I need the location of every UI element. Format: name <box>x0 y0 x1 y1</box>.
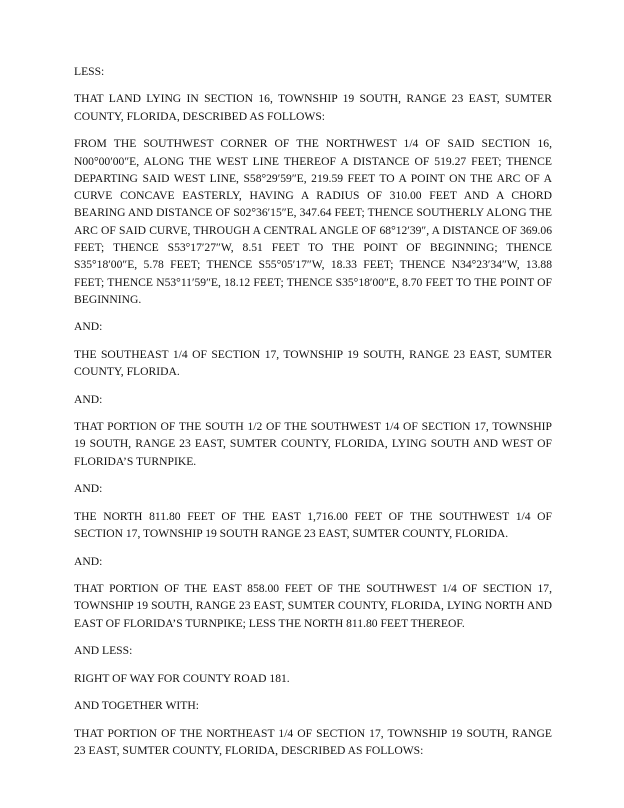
east-858-paragraph: THAT PORTION OF THE EAST 858.00 FEET OF THE SOUTHWEST 1/4 OF SECTION 17, TOWNSHIP 19 SOUTH, RANGE 23 EAST, SUMTER COUNTY, FLORIDA, LYING NORTH AND EAST OF FLORIDA’S TURNPIKE; LESS THE NORTH 811.80 FEET THEREOF. <box>74 582 552 630</box>
section-16-description: THAT LAND LYING IN SECTION 16, TOWNSHIP 19 SOUTH, RANGE 23 EAST, SUMTER COUNTY, FLORIDA, DESCRIBED AS FOLLOWS: <box>74 92 552 123</box>
metes-and-bounds-paragraph: FROM THE SOUTHWEST CORNER OF THE NORTHWEST 1/4 OF SAID SECTION 16, N00°00′00″E, ALONG THE WEST LINE THEREOF A DISTANCE OF 519.27 FEET; THENCE DEPARTING SAID WEST LINE, S58°29′59″E, 219.59 FEET TO A POINT ON THE ARC OF A CURVE CONCAVE EASTERLY, HAVING A RADIUS OF 310.00 FEET AND A CHORD BEARING AND DISTANCE OF S02°36′15″E, 347.64 FEET; THENCE SOUTHERLY ALONG THE ARC OF SAID CURVE, THROUGH A CENTRAL ANGLE OF 68°12′39″, A DISTANCE OF 369.06 FEET; THENCE S53°17′27″W, 8.51 FEET TO THE POINT OF BEGINNING; THENCE S35°18′00″E, 5.78 FEET; THENCE S55°05′17″W, 18.33 FEET; THENCE N34°23′34″W, 13.88 FEET; THENCE N53°11′59″E, 18.12 FEET; THENCE S35°18′00″E, 8.70 FEET TO THE POINT OF BEGINNING. <box>74 137 552 306</box>
heading-and: AND: <box>74 392 103 406</box>
northeast-quarter-paragraph: THAT PORTION OF THE NORTHEAST 1/4 OF SECTION 17, TOWNSHIP 19 SOUTH, RANGE 23 EAST, SUMTER COUNTY, FLORIDA, DESCRIBED AS FOLLOWS: <box>74 726 552 757</box>
heading-less: LESS: <box>74 65 105 78</box>
heading-and: AND: <box>74 482 103 496</box>
north-811-paragraph: THE NORTH 811.80 FEET OF THE EAST 1,716.00 FEET OF THE SOUTHWEST 1/4 OF SECTION 17, TOWNSHIP 19 SOUTH RANGE 23 EAST, SUMTER COUNTY, FLORIDA. <box>74 509 552 541</box>
document-page <box>74 63 552 769</box>
right-of-way-paragraph: RIGHT OF WAY FOR COUNTY ROAD 181. <box>74 671 290 685</box>
south-half-paragraph: THAT PORTION OF THE SOUTH 1/2 OF THE SOUTHWEST 1/4 OF SECTION 17, TOWNSHIP 19 SOUTH, RANGE 23 EAST, SUMTER COUNTY, FLORIDA, LYING SOUTH AND WEST OF FLORIDA’S TURNPIKE. <box>74 420 552 468</box>
southeast-quarter-paragraph: THE SOUTHEAST 1/4 OF SECTION 17, TOWNSHIP 19 SOUTH, RANGE 23 EAST, SUMTER COUNTY, FLORIDA. <box>74 347 552 379</box>
heading-and: AND: <box>74 320 103 334</box>
heading-and: AND: <box>74 554 103 568</box>
heading-and-less: AND LESS: <box>74 644 133 658</box>
heading-and-together-with: AND TOGETHER WITH: <box>74 699 199 713</box>
